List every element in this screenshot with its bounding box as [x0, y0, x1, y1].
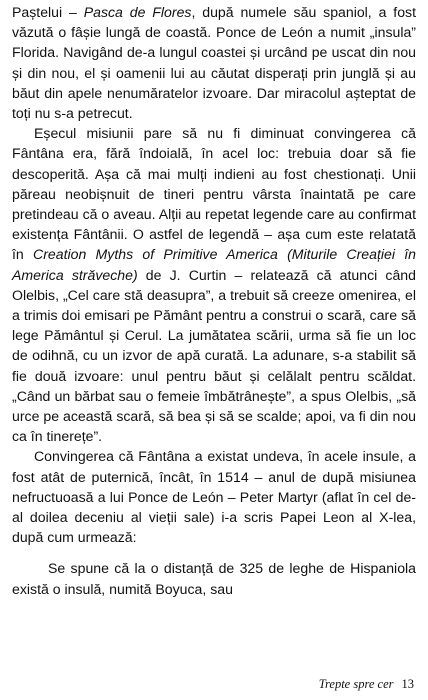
paragraph-2: Eșecul misiunii pare să nu fi diminuat convingerea că Fântâna era, fără îndoială, în acel loc: trebuia doar să fie descoperită. Așa că mai mulți indieni au fost chestionați. Unii păreau neobișnuit de tineri pentru vârsta înaintată pe care pretindeau că o aveau. Alții au repetat legende care au confirmat existența Fântânii. O astfel de legendă – așa cum este relatată în Creation Myths of Primitive America (Miturile Creației în America străveche) de J. Curtin – relatează că atunci când Olelbis, „Cel care stă deasupra”, a trebuit să creeze omenirea, el a trimis doi emisari pe Pământ pentru a construi o scară, care să lege Pământul și Cerul. La jumătatea scării, urma să fie un loc de odihnă, cu un izvor de apă curată. La adunare, s-a stabilit să fie două izvoare: unul pentru băut și celălalt pentru scăldat. „Când un bărbat sau o femeie îmbătrânește”, a spus Olelbis, „să urce pe această scară, să bea și să se scalde; apoi, va fi din nou ca în tinerețe”.: [12, 125, 417, 445]
page-footer: [319, 674, 414, 694]
italic-phrase: Pasca de Flores: [83, 4, 192, 20]
page-number: 13: [401, 676, 414, 691]
paragraph-1: Paștelui – Pasca de Flores, după numele său spaniol, a fost văzută o fâșie lungă de coastă. Ponce de León a numit „insula” Florida. Navigând de-a lungul coastei și urcând pe uscat din nou și din nou, el și oamenii lui au căutat disperați prin junglă și au băut din apele nenumăratelor izvoare. Dar miracolul așteptat de toți nu s-a petrecut.: [12, 4, 417, 122]
italic-phrase: Creation Myths of Primitive America (Miturile Creației în America străveche): [12, 246, 417, 283]
quote-paragraph: Se spune că la o distanță de 325 de leghe de Hispaniola există o insulă, numită Boyuca, sau: [12, 560, 416, 597]
book-title: Trepte spre cer: [318, 676, 394, 691]
paragraph-3: Convingerea că Fântâna a existat undeva, în acele insule, a fost atât de puternică, încât, în 1514 – anul de după misiunea nefructuoasă a lui Ponce de León – Peter Martyr (aflat în cel de-al doilea deceniu al vieții sale) i-a scris Papei Leon al X-lea, după cum urmează:: [12, 448, 416, 546]
